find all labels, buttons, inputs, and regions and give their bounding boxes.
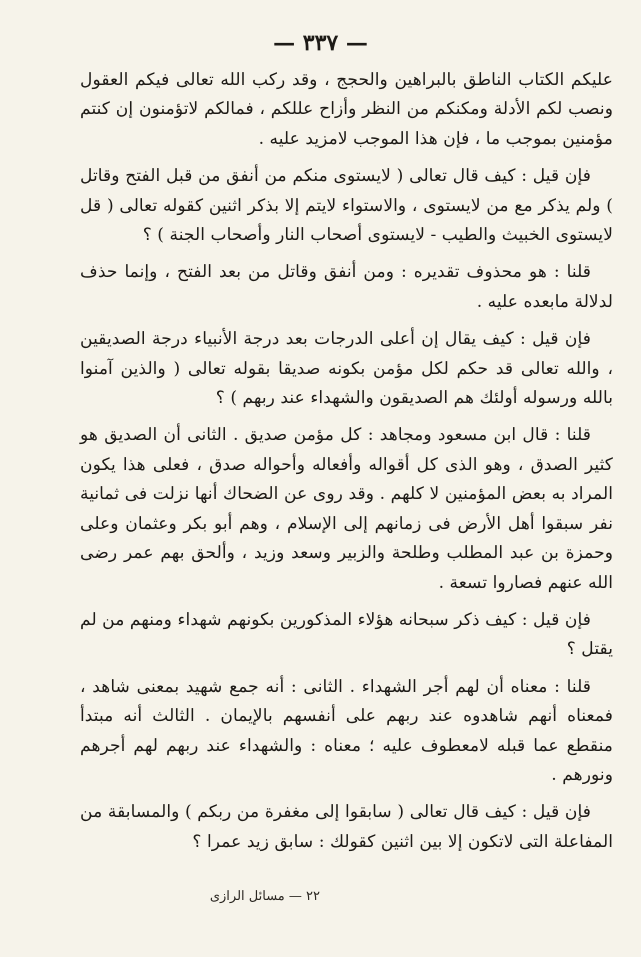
- paragraph: قلنا : هو محذوف تقديره : ومن أنفق وقاتل من بعد الفتح ، وإنما حذف لدلالة مابعده عليه .: [80, 262, 613, 312]
- paragraph: قلنا : معناه أن لهم أجر الشهداء . الثانى : أنه جمع شهيد بمعنى شاهد ، فمعناه أنهم شاهدوه عند ربهم على أنفسهم بالإيمان . الثالث أنه مبتدأ منقطع عما قبله لامعطوف عليه ؛ معناه : والشهداء عند ربهم لهم أجرهم ونورهم .: [80, 676, 613, 785]
- paragraph: فإن قيل : كيف قال تعالى ( لايستوى منكم من أنفق من قبل الفتح وقاتل ) ولم يذكر مع من لايستوى ، والاستواء لايتم إلا بذكر اثنين كقوله تعالى ( قل لايستوى الخبيث والطيب - لايستوى أصحاب النار وأصحاب الجنة ) ؟: [80, 166, 613, 246]
- paragraph: فإن قيل : كيف قال تعالى ( سابقوا إلى مغفرة من ربكم ) والمسابقة من المفاعلة التى لاتكون إلا بين اثنين كقولك : سابق زيد عمرا ؟: [80, 802, 613, 852]
- paragraph: عليكم الكتاب الناطق بالبراهين والحجج ، وقد ركب الله تعالى فيكم العقول ونصب لكم الأدلة ومكنكم من النظر وأزاح عللكم ، فمالكم لاتؤمنون إن كنتم مؤمنين بموجب ما ، فإن هذا الموجب لامزيد عليه .: [80, 70, 613, 149]
- paragraph: قلنا : قال ابن مسعود ومجاهد : كل مؤمن صديق . الثانى أن الصديق هو كثير الصدق ، وهو الذى كل أقواله وأفعاله وأحواله صدق ، فعلى هذا يكون المراد به بعض المؤمنين لا كلهم . وقد روى عن الضحاك أنها نزلت فى ثمانية نفر سبقوا أهل الأرض فى زمانهم إلى الإسلام ، وهم أبو بكر وعثمان وعلى وحمزة بن عبد المطلب وطلحة والزبير وسعد وزيد ، وألحق بهم عمر رضى الله عنهم فصاروا تسعة .: [80, 425, 613, 593]
- paragraph: فإن قيل : كيف يقال إن أعلى الدرجات بعد درجة الأنبياء درجة الصديقين ، والله تعالى قد حكم لكل مؤمن بكونه صديقا بقوله تعالى ( والذين آمنوا بالله ورسوله أولئك هم الصديقون والشهداء عند ربهم ) ؟: [80, 329, 613, 409]
- signature-mark: ٢٢ — مسائل الرازى: [209, 889, 320, 904]
- page-body: [80, 66, 613, 865]
- page-number: — ٣٣٧ —: [273, 30, 368, 56]
- paragraph: فإن قيل : كيف ذكر سبحانه هؤلاء المذكورين بكونهم شهداء ومنهم من لم يقتل ؟: [80, 609, 613, 660]
